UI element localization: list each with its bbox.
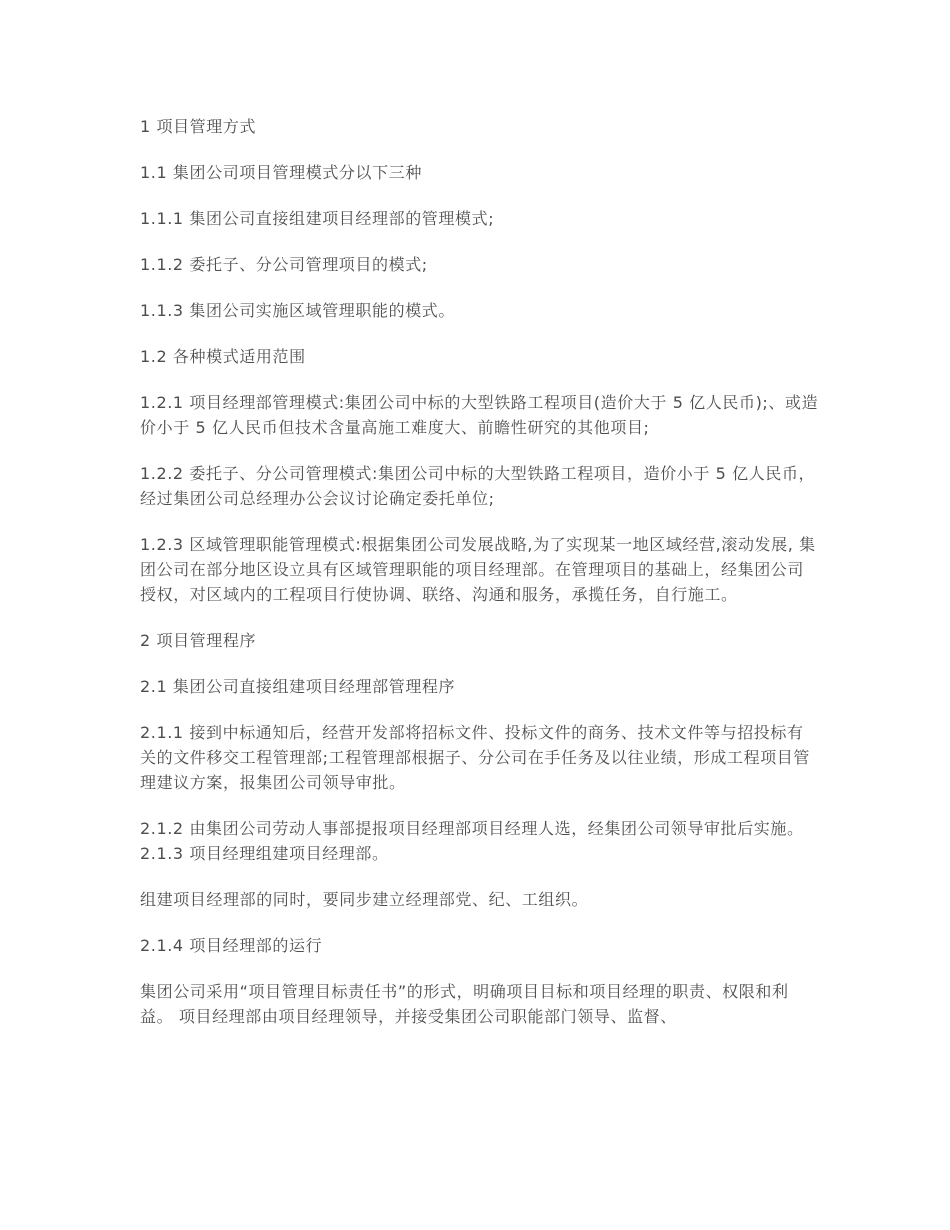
item-1-2-2: 1.2.2 委托子、分公司管理模式:集团公司中标的大型铁路工程项目，造价小于 5 亿人民币，经过集团公司总经理办公会议讨论确定委托单位; xyxy=(140,464,816,508)
item-1-1-2: 1.1.2 委托子、分公司管理项目的模式; xyxy=(140,255,428,274)
paragraph-responsibility: 集团公司采用“项目管理目标责任书”的形式，明确项目目标和项目经理的职责、权限和利益。 项目经理部由项目经理领导，并接受集团公司职能部门领导、监督、 xyxy=(140,982,789,1026)
item-1-1-3: 1.1.3 集团公司实施区域管理职能的模式。 xyxy=(140,301,455,320)
heading-1-1: 1.1 集团公司项目管理模式分以下三种 xyxy=(140,163,422,182)
heading-1: 1 项目管理方式 xyxy=(140,117,257,136)
item-2-1-1: 2.1.1 接到中标通知后，经营开发部将招标文件、投标文件的商务、技术文件等与招投标有关的文件移交工程管理部;工程管理部根据子、分公司在手任务及以往业绩，形成工程项目管理建议方案，报集团公司领导审批。 xyxy=(140,723,810,792)
heading-2-1: 2.1 集团公司直接组建项目经理部管理程序 xyxy=(140,677,456,696)
document-body xyxy=(140,114,820,1050)
item-1-1-1: 1.1.1 集团公司直接组建项目经理部的管理模式; xyxy=(140,209,495,228)
item-1-2-1: 1.2.1 项目经理部管理模式:集团公司中标的大型铁路工程项目(造价大于 5 亿人民币);、或造价小于 5 亿人民币但技术含量高施工难度大、前瞻性研究的其他项目; xyxy=(140,393,819,437)
item-1-2-3: 1.2.3 区域管理职能管理模式:根据集团公司发展战略,为了实现某一地区域经营,滚动发展, 集团公司在部分地区设立具有区域管理职能的项目经理部。在管理项目的基础上，经集团公司授权，对区域内的工程项目行使协调、联络、沟通和服务，承揽任务，自行施工。 xyxy=(140,535,816,604)
item-2-1-2: 2.1.2 由集团公司劳动人事部提报项目经理部项目经理人选，经集团公司领导审批后实施。 2.1.3 项目经理组建项目经理部。 xyxy=(140,819,804,863)
item-2-1-4: 2.1.4 项目经理部的运行 xyxy=(140,936,323,955)
heading-2: 2 项目管理程序 xyxy=(140,631,257,650)
paragraph-organization: 组建项目经理部的同时，要同步建立经理部党、纪、工组织。 xyxy=(140,890,589,909)
heading-1-2: 1.2 各种模式适用范围 xyxy=(140,347,306,366)
